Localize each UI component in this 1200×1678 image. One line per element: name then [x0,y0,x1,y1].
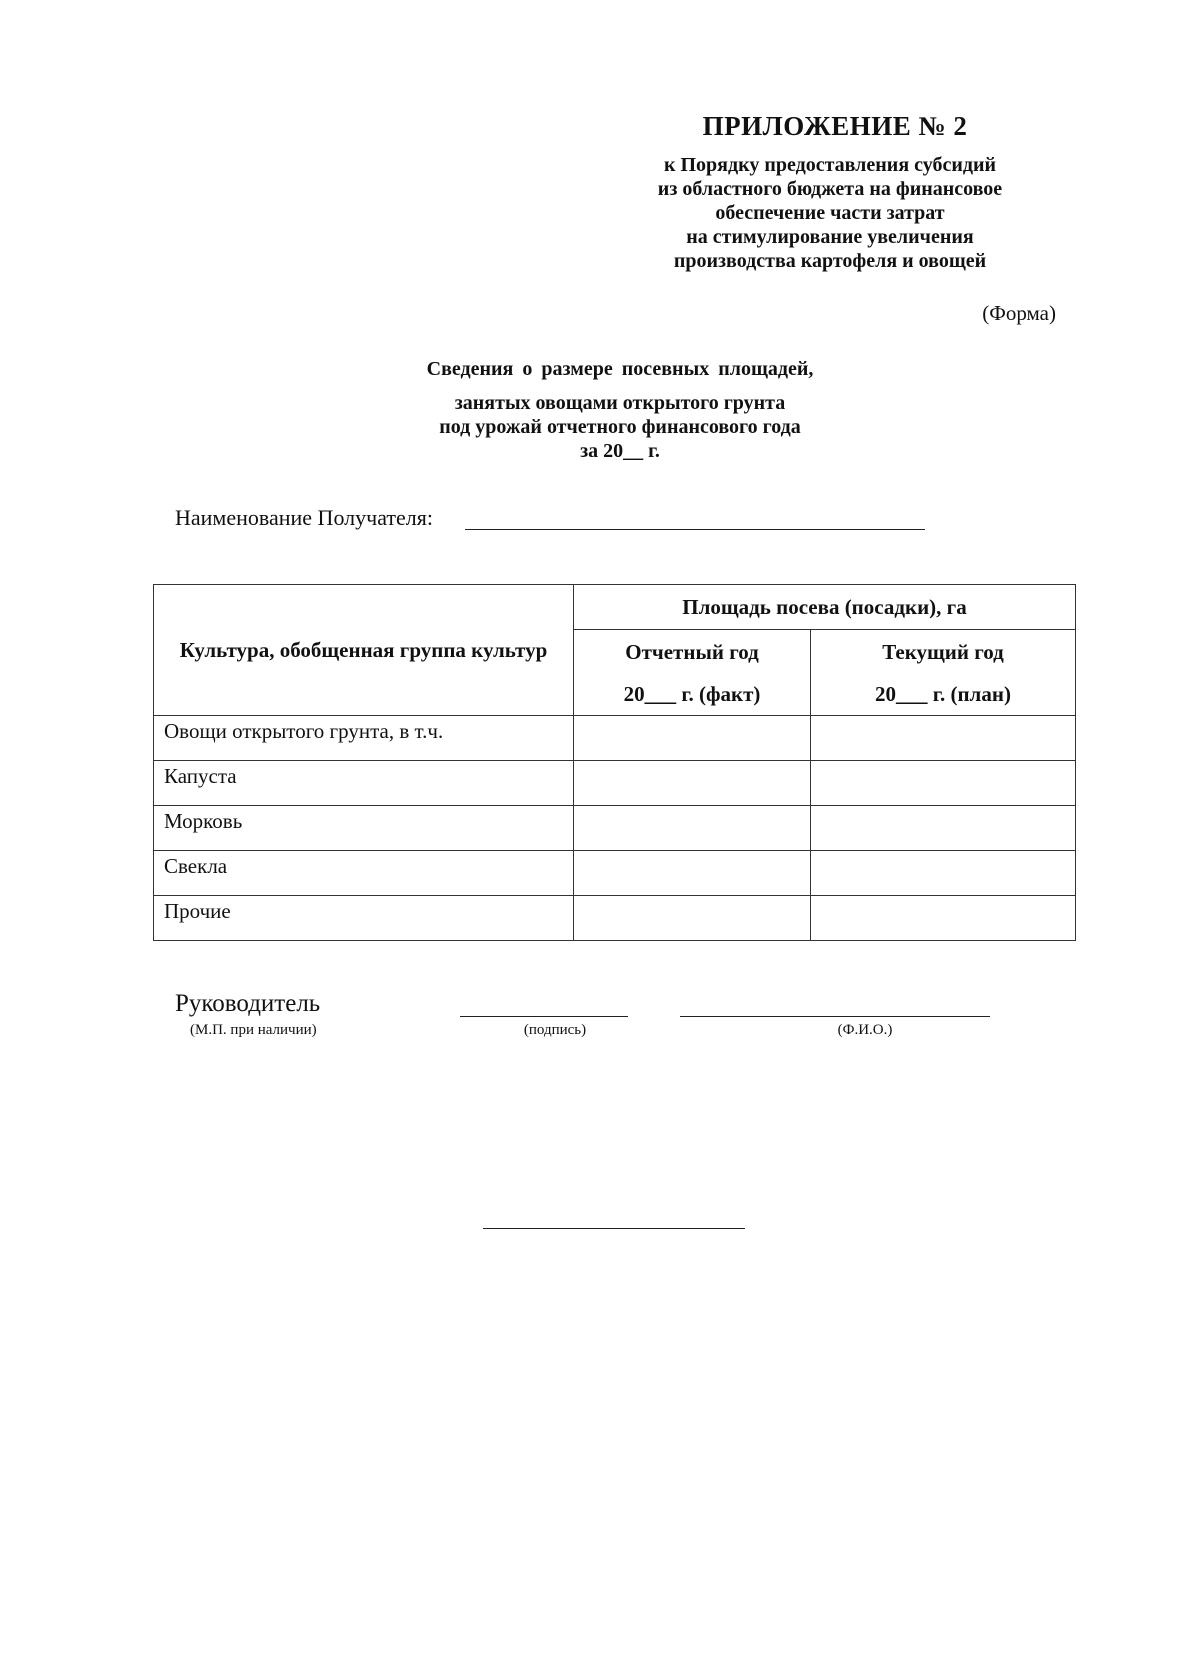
crop-name-cell: Прочие [154,896,574,941]
crop-name-cell: Овощи открытого грунта, в т.ч. [154,716,574,761]
current-year-label: Текущий год [882,639,1004,664]
table-row [154,716,1076,761]
reporting-year-label: Отчетный год [625,639,759,664]
current-year-header [811,630,1076,716]
table-row [154,806,1076,851]
crop-name-cell: Морковь [154,806,574,851]
table-row [154,761,1076,806]
fact-value-cell[interactable] [574,806,811,851]
table-row [154,896,1076,941]
full-name-caption: (Ф.И.О.) [837,1022,893,1038]
plan-value-cell[interactable] [811,896,1076,941]
plan-value-cell[interactable] [811,851,1076,896]
table-header-row [154,585,1076,630]
document-title-line: за 20__ г. [580,440,660,462]
area-column-header: Площадь посева (посадки), га [574,585,1076,630]
crop-area-table [153,584,1076,941]
appendix-line: на стимулирование увеличения [686,226,974,248]
recipient-label: Наименование Получателя: [175,505,433,530]
appendix-line: обеспечение части затрат [715,202,945,224]
plan-value-cell[interactable] [811,716,1076,761]
recipient-field [175,505,935,533]
fact-value-cell[interactable] [574,896,811,941]
recipient-fill-line[interactable] [465,529,925,530]
table-row [154,851,1076,896]
appendix-subtitle [600,153,1060,273]
reporting-year-header [574,630,811,716]
form-label: (Форма) [982,301,1056,325]
closing-rule [483,1228,745,1229]
appendix-line: из областного бюджета на финансовое [657,178,1003,200]
signature-line[interactable] [460,1016,628,1017]
seal-note: (М.П. при наличии) [190,1022,317,1038]
current-year-period: 20___ г. (план) [875,681,1011,706]
appendix-line: производства картофеля и овощей [673,250,987,272]
signature-caption: (подпись) [523,1022,587,1038]
crop-name-cell: Капуста [154,761,574,806]
plan-value-cell[interactable] [811,761,1076,806]
appendix-line: к Порядку предоставления субсидий [663,154,997,176]
reporting-year-period: 20___ г. (факт) [623,681,761,706]
document-title-line: Сведения о размере посевных площадей, [426,358,814,380]
head-signature-label: Руководитель [175,990,321,1017]
full-name-line[interactable] [680,1016,990,1017]
plan-value-cell[interactable] [811,806,1076,851]
fact-value-cell[interactable] [574,851,811,896]
appendix-title: ПРИЛОЖЕНИЕ № 2 [702,111,968,141]
crop-name-cell: Свекла [154,851,574,896]
fact-value-cell[interactable] [574,761,811,806]
document-title-line: занятых овощами открытого грунта [454,392,786,414]
document-title [320,357,920,463]
fact-value-cell[interactable] [574,716,811,761]
document-title-line: под урожай отчетного финансового года [439,416,801,438]
crop-column-header: Культура, обобщенная группа культур [154,585,574,716]
